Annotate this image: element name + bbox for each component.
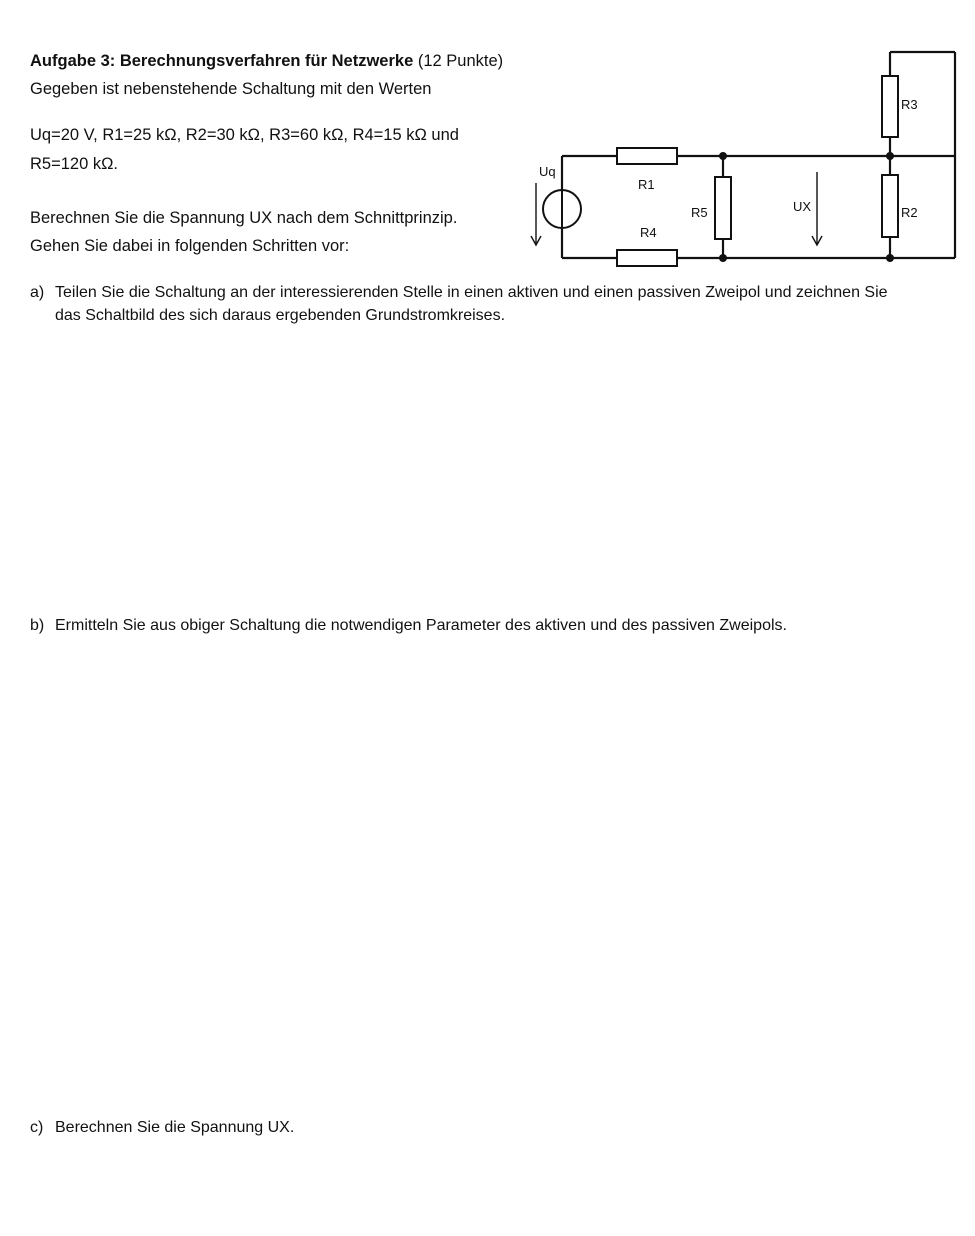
task-b-label: b) bbox=[30, 617, 45, 634]
junction-dot bbox=[719, 254, 727, 262]
label-ux: UX bbox=[793, 199, 812, 214]
task-c-label: c) bbox=[30, 1119, 44, 1136]
instruction-line-2: Gehen Sie dabei in folgenden Schritten vor: bbox=[30, 237, 350, 255]
values-line-2: R5=120 kΩ. bbox=[30, 155, 119, 173]
resistor-r2 bbox=[882, 175, 898, 237]
task-a-label: a) bbox=[30, 284, 45, 301]
junction-dot bbox=[886, 152, 894, 160]
task-b-text: Ermitteln Sie aus obiger Schaltung die notwendigen Parameter des aktiven und des passiven Zweipols. bbox=[55, 617, 787, 634]
resistor-r5 bbox=[715, 177, 731, 239]
resistor-r4 bbox=[617, 250, 677, 266]
task-b bbox=[30, 617, 787, 635]
label-r3: R3 bbox=[901, 97, 918, 112]
voltage-source bbox=[543, 190, 581, 228]
uq-arrow bbox=[531, 183, 541, 245]
circuit-diagram bbox=[0, 0, 975, 280]
label-r4: R4 bbox=[640, 225, 657, 240]
task-a bbox=[30, 284, 888, 302]
task-a-text-2: das Schaltbild des sich daraus ergebenden Grundstromkreises. bbox=[55, 307, 506, 324]
intro-line: Gegeben ist nebenstehende Schaltung mit den Werten bbox=[30, 80, 432, 98]
instruction-line-1: Berechnen Sie die Spannung UX nach dem Schnittprinzip. bbox=[30, 209, 458, 227]
junction-dot bbox=[719, 152, 727, 160]
label-uq: Uq bbox=[539, 164, 556, 179]
label-r2: R2 bbox=[901, 205, 918, 220]
label-r1: R1 bbox=[638, 177, 655, 192]
label-r5: R5 bbox=[691, 205, 708, 220]
task-c-text: Berechnen Sie die Spannung UX. bbox=[55, 1119, 295, 1136]
task-a-text: Teilen Sie die Schaltung an der interessierenden Stelle in einen aktiven und einen passiven Zweipol und zeichnen Sie bbox=[55, 284, 888, 301]
task-c bbox=[30, 1119, 294, 1137]
values-line-1: Uq=20 V, R1=25 kΩ, R2=30 kΩ, R3=60 kΩ, R4=15 kΩ und bbox=[30, 126, 459, 144]
ux-arrow bbox=[812, 172, 822, 245]
task-points: (12 Punkte) bbox=[417, 52, 504, 70]
junction-dot bbox=[886, 254, 894, 262]
resistor-r1 bbox=[617, 148, 677, 164]
resistor-r3 bbox=[882, 76, 898, 137]
task-title-bold: Aufgabe 3: Berechnungsverfahren für Netzwerke bbox=[30, 52, 414, 70]
